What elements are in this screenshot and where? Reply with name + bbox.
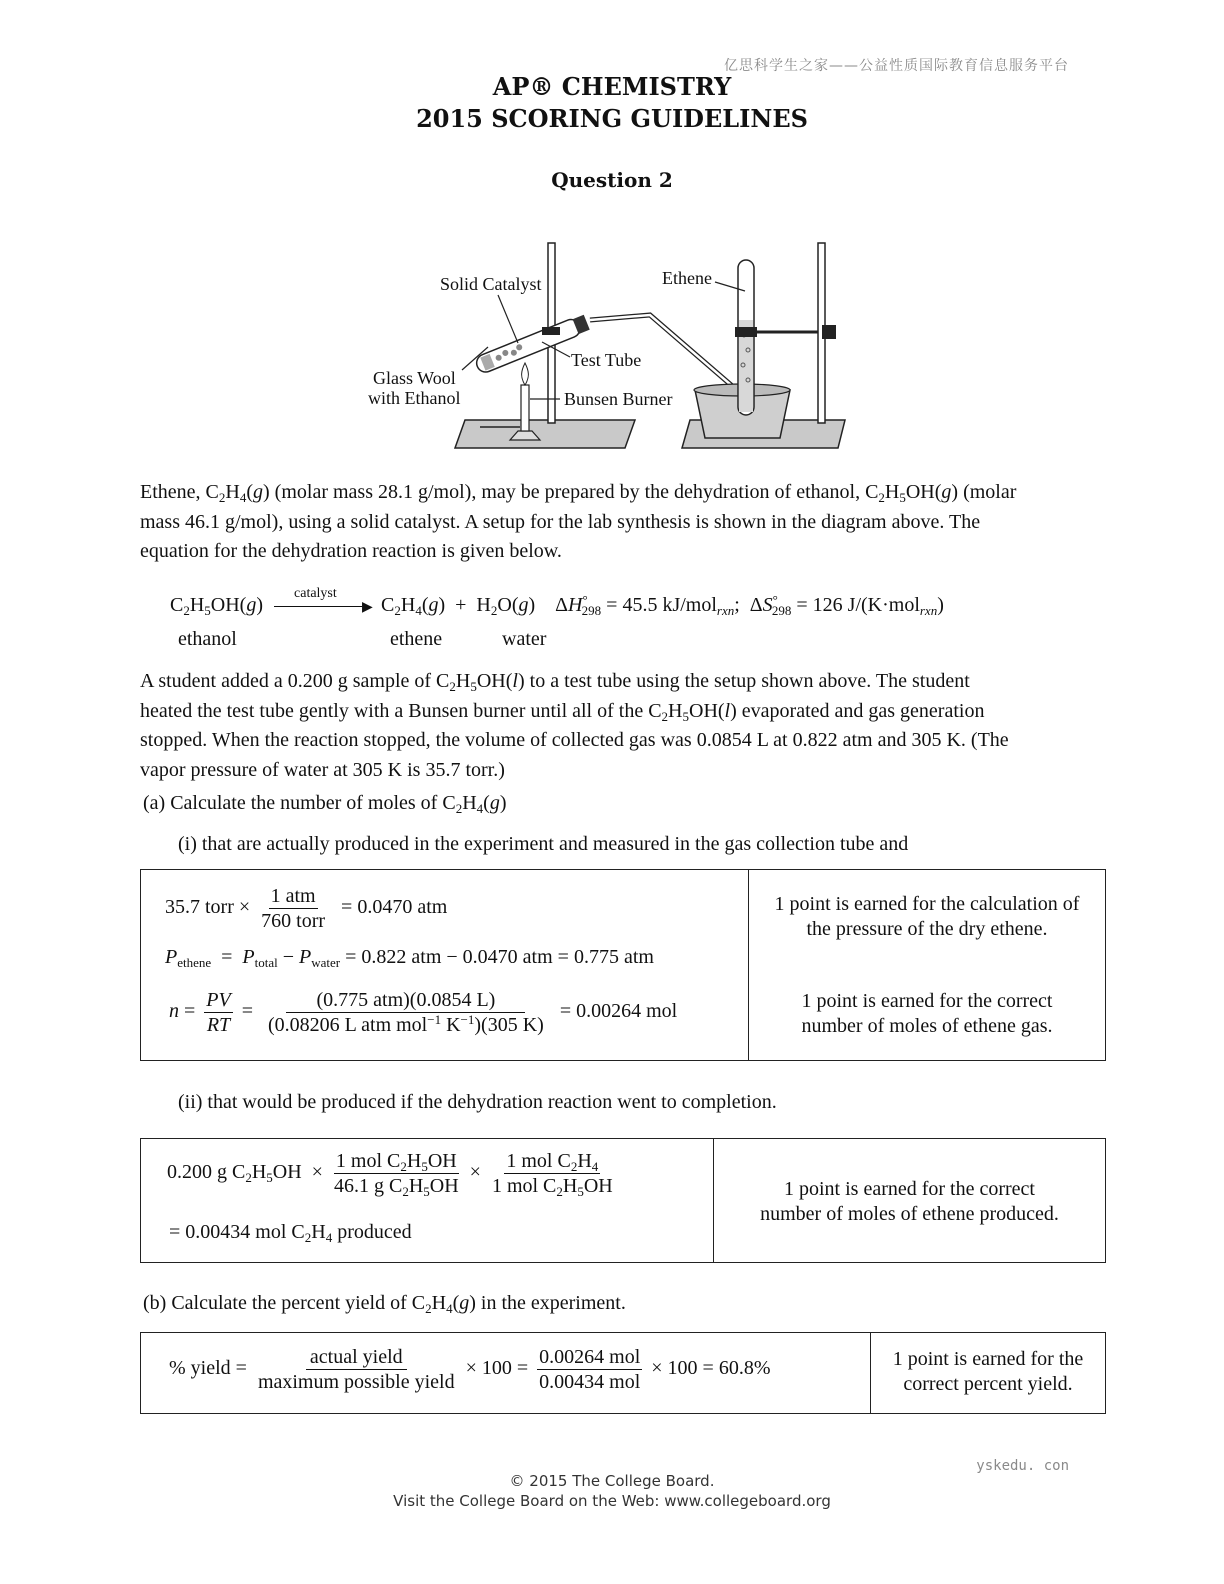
watermark-bottom: yskedu. con (976, 1458, 1069, 1474)
moles-calc: n = $\frac{PV}{RT}$ = $\frac{\text{(0.775 atm)(0.0854 L)}}{(0.08206 L atm mol^{-1} K^{-1})(305 K)}$ = 0.00264 mol (169, 989, 678, 1036)
footer-copyright: © 2015 The College Board. (509, 1472, 715, 1490)
label-solid-catalyst: Solid Catalyst (440, 274, 542, 294)
part-a-ii-text: (ii) that would be produced if the dehydration reaction went to completion. (178, 1091, 777, 1113)
label-bunsen-burner: Bunsen Burner (564, 389, 673, 409)
point-note-moles: 1 point is earned for the correct number of moles of ethene gas. (801, 990, 1053, 1037)
label-eq-ethene: ethene (390, 628, 443, 650)
catalyst-label: catalyst (294, 586, 337, 601)
part-b-label: (b) Calculate the percent yield of $C_2H_4(g)$ in the experiment. (143, 1292, 626, 1316)
pressure-calc: $P_{ethene} = P_{total} - P_{water} = 0.822$ atm − 0.0470 atm = 0.775 atm (165, 946, 654, 970)
answer-box-a-i (140, 869, 1106, 1061)
footer-link: Visit the College Board on the Web: www.collegeboard.org (393, 1492, 831, 1510)
point-note-yield: 1 point is earned for the correct percent yield. (892, 1348, 1084, 1395)
label-ethene: Ethene (662, 268, 712, 288)
intro-paragraph: Ethene, $C_2H_4(g)$ (molar mass 28.1 g/mol), may be prepared by the dehydration of ethanol, $C_2H_5OH(g)$ (molar mass 46.1 g/mol), using a solid catalyst. A setup for the lab synthesis is shown in the diagram above. The equation for the dehydration reaction is given below. (140, 481, 1017, 562)
point-note-pressure: 1 point is earned for the calculation of the pressure of the dry ethene. (774, 893, 1080, 940)
label-with-ethanol: with Ethanol (368, 388, 461, 408)
page-subtitle: 2015 SCORING GUIDELINES (416, 104, 808, 133)
torr-conversion: 35.7 torr × $\frac{\text{1 atm}}{\text{760 torr}}$ = 0.0470 atm (165, 885, 448, 932)
answer-box-b (140, 1332, 1106, 1414)
part-a-label: (a) Calculate the number of moles of $C_2H_4(g)$ (143, 792, 507, 816)
label-glass-wool: Glass Wool (373, 368, 456, 388)
part-a-i-text: (i) that are actually produced in the experiment and measured in the gas collection tube and (178, 833, 909, 855)
watermark-top: 亿思科学生之家——公益性质国际教育信息服务平台 (724, 58, 1069, 74)
moles-produced: = 0.00434 mol $C_2H_4$ produced (169, 1221, 412, 1245)
page-title: AP® CHEMISTRY (492, 72, 732, 101)
answer-box-a-ii (140, 1138, 1106, 1263)
stoichiometry-calc: 0.200 g $C_2H_5OH$ × $\frac{1 mol C_2H_5OH}{46.1 g C_2H_5OH}$ × $\frac{1 mol C_2H_4}{1 mol C_2H_5OH}$ (167, 1150, 613, 1199)
point-note-produced: 1 point is earned for the correct number of moles of ethene produced. (760, 1178, 1059, 1225)
footer (0, 1471, 1224, 1511)
reaction-equation: $C_2H_5OH(g)$ catalyst ▶ $C_2H_4(g) + H_2O(g)$ $\Delta H^\circ_{298} = 45.5$ kJ/mol$_{rxn}$; $\Delta S^\circ_{298} = 126$ J/(K·mol$_{rxn}$) (170, 586, 944, 618)
lab-setup-diagram (360, 235, 870, 460)
student-paragraph: A student added a 0.200 g sample of $C_2H_5OH(l)$ to a test tube using the setup shown above. The student heated the test tube gently with a Bunsen burner until all of the $C_2H_5OH(l)$ evaporated and gas generation stopped. When the reaction stopped, the volume of collected gas was 0.0854 L at 0.822 atm and 305 K. (The vapor pressure of water at 305 K is 35.7 torr.) (140, 670, 1009, 781)
question-title: Question 2 (551, 168, 673, 192)
label-test-tube: Test Tube (571, 350, 642, 370)
label-eq-water: water (502, 628, 547, 650)
label-eq-ethanol: ethanol (178, 628, 237, 650)
percent-yield-calc: % yield = $\frac{\text{actual yield}}{\text{maximum possible yield}}$ × 100 = $\frac{\text{0.00264 mol}}{\text{0.00434 mol}}$ × 100 = 60.8% (169, 1346, 771, 1393)
